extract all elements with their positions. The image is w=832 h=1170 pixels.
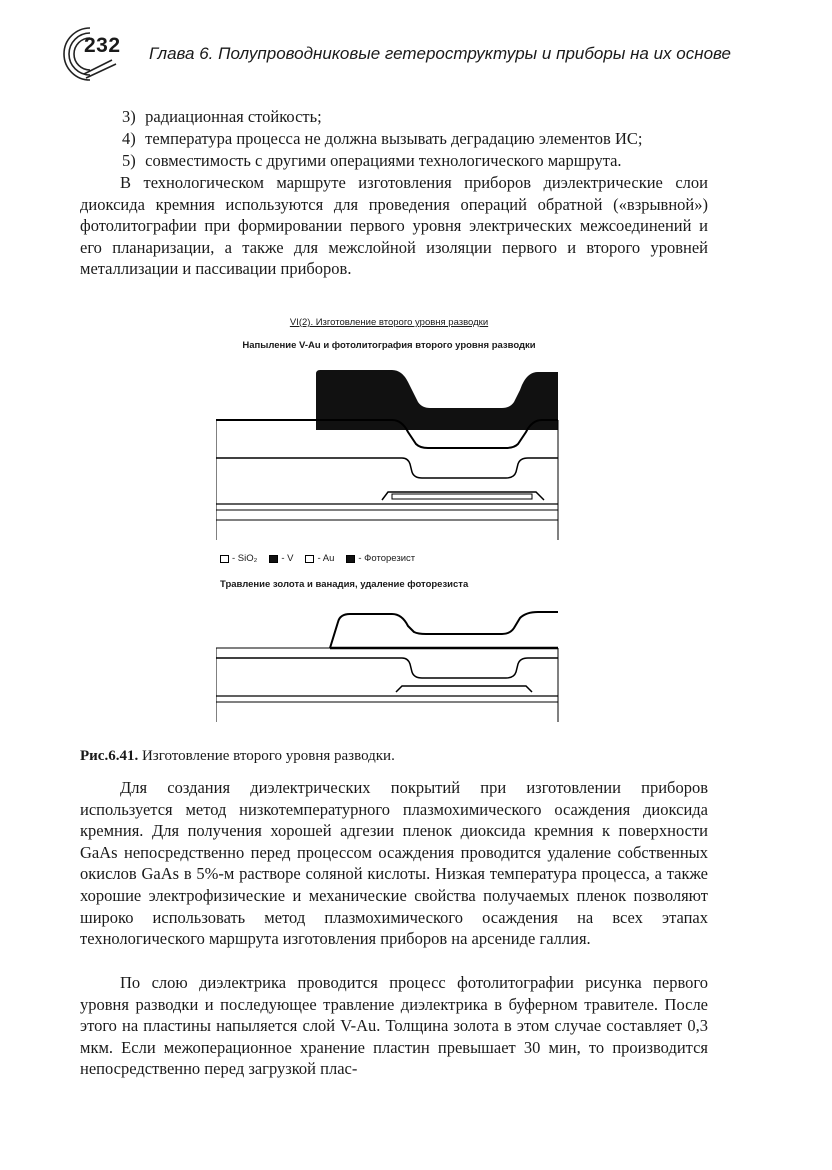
- list-item: [122, 128, 642, 150]
- open-square-icon: [220, 555, 229, 563]
- open-square-icon: [305, 555, 314, 563]
- legend-item: [346, 553, 415, 564]
- list-item-number: 5): [122, 151, 136, 170]
- filled-square-icon: [346, 555, 355, 563]
- requirements-list: [122, 106, 642, 172]
- cross-section-step1: [216, 360, 566, 540]
- paragraph-2-text: Для создания диэлектрических покрытий при изготовлении приборов используется метод низкотемпературного плазмохимического осаждения диоксида кремния. Для получения хорошей адгезии пленок диоксида кремния к поверхности GaAs непосредственно перед процессом осаждения проводится удаление собственных окислов GaAs в 5%-м растворе соляной кислоты. Низкая температура процесса, а также хорошие электрофизические и механические свойства получаемых пленок позволяют широко использовать метод плазмохимического осаждения на всех этапах технологического маршрута изготовления приборов на арсениде галлия.: [80, 778, 708, 949]
- legend-label: - Au: [317, 553, 335, 564]
- figure-caption: [80, 748, 395, 765]
- running-head: Глава 6. Полупроводниковые гетероструктуры и приборы на их основе: [149, 44, 731, 63]
- dielectric-layer: [216, 658, 558, 678]
- paragraph-2: [80, 777, 708, 950]
- figure-step1-title: Напыление V-Au и фотолитография второго уровня разводки: [242, 340, 536, 351]
- list-item-text: температура процесса не должна вызывать деградацию элементов ИС;: [145, 129, 643, 148]
- legend-item: [220, 553, 257, 564]
- figure-caption-label: Рис.6.41.: [80, 748, 139, 764]
- paragraph-1-text: В технологическом маршруте изготовления приборов диэлектрические слои диоксида кремния используются для проведения операций обратной («взрывной») фотолитографии при формировании первого уровня электрических межсоединений и его планаризации, а также для межслойной изоляции первого и второго уровней металлизации и пассивации приборов.: [80, 173, 708, 279]
- list-item-text: совместимость с другими операциями технологического маршрута.: [145, 151, 622, 170]
- paragraph-1: [80, 172, 708, 280]
- legend-label: - V: [281, 553, 294, 564]
- figure-caption-text: Изготовление второго уровня разводки.: [141, 748, 395, 764]
- list-item: [122, 106, 642, 128]
- legend-label: - SiO₂: [232, 553, 258, 564]
- legend-item: [269, 553, 293, 564]
- cross-section-step2: [216, 600, 566, 726]
- dielectric-layer: [216, 458, 558, 478]
- figure-legend: [220, 553, 415, 564]
- filled-square-icon: [269, 555, 278, 563]
- list-item-text: радиационная стойкость;: [145, 107, 322, 126]
- page-number: 232: [84, 34, 121, 57]
- legend-item: [305, 553, 334, 564]
- paragraph-3-text: По слою диэлектрика проводится процесс фотолитографии рисунка первого уровня разводки и последующее травление диэлектрика в буферном травителе. После этого на пластины напыляется слой V-Au. Толщина золота в этом случае составляет 0,3 мкм. Если межоперационное хранение пластин превышает 30 мин, то производится непосредственно перед загрузкой плас-: [80, 973, 708, 1079]
- figure-step2-title: Травление золота и ванадия, удаление фоторезиста: [220, 579, 469, 590]
- list-item-number: 3): [122, 107, 136, 126]
- paragraph-3: [80, 972, 708, 1080]
- legend-label: - Фоторезист: [358, 553, 416, 564]
- metal-line: [330, 612, 558, 648]
- list-item: [122, 150, 642, 172]
- list-item-number: 4): [122, 129, 136, 148]
- figure-title: VI(2). Изготовление второго уровня разводки: [289, 317, 489, 328]
